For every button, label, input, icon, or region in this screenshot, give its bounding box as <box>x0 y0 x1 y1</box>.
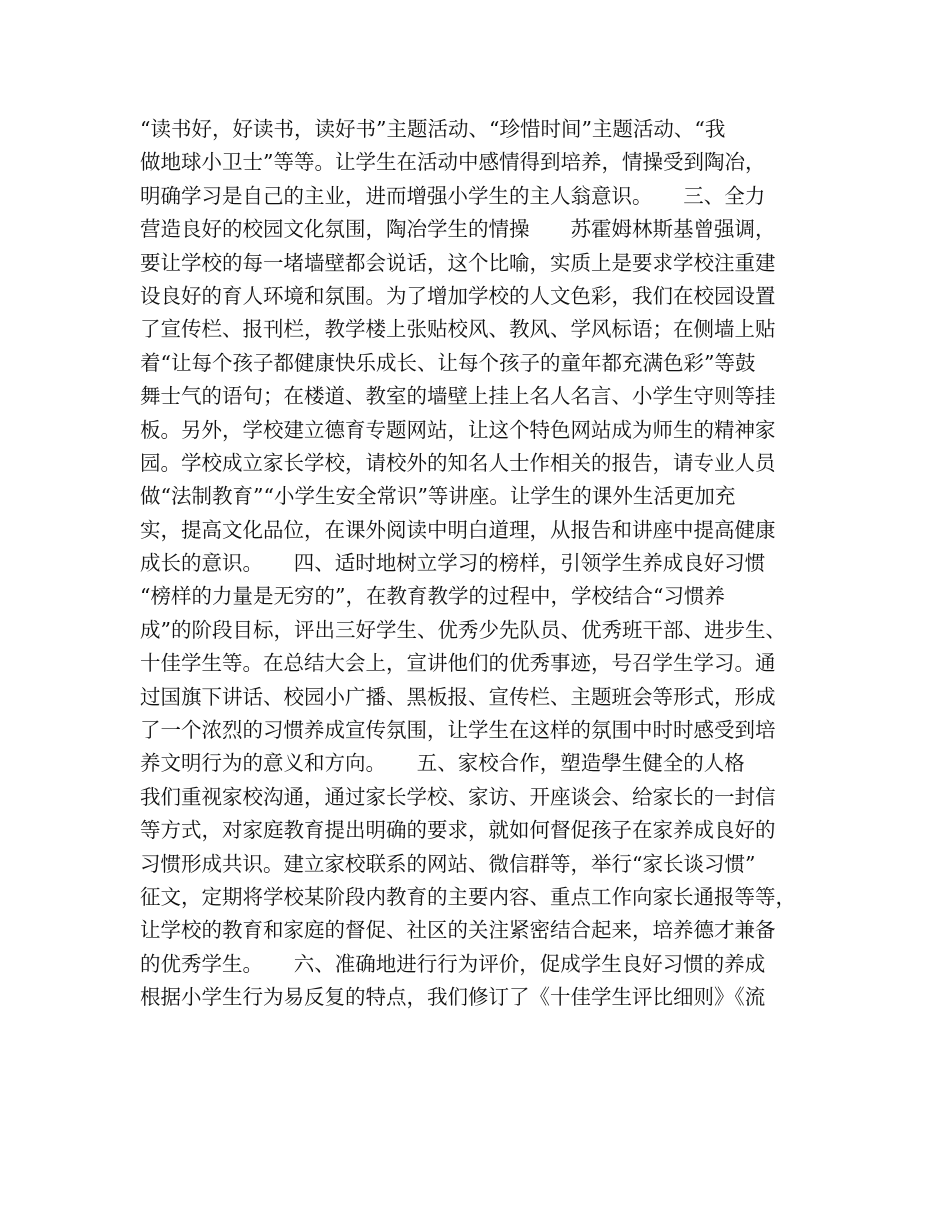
text-line: 做“法制教育”“小学生安全常识”等讲座。让学生的课外生活更加充 <box>140 484 736 509</box>
text-line: 等方式，对家庭教育提出明确的要求，就如何督促孩子在家养成良好的 <box>140 818 776 843</box>
text-line: 让学校的教育和家庭的督促、社区的关注紧密结合起来，培养德才兼备 <box>140 918 776 943</box>
text-line: 成”的阶段目标，评出三好学生、优秀少先队员、优秀班干部、进步生、 <box>140 617 786 642</box>
text-line: 过国旗下讲话、校园小广播、黑板报、宣传栏、主题班会等形式，形成 <box>140 684 776 709</box>
text-line: 着“让每个孩子都健康快乐成长、让每个孩子的童年都充满色彩”等鼓 <box>140 350 756 375</box>
text-line: “读书好，好读书，读好书”主题活动、“珍惜时间”主题活动、“我 <box>140 117 726 141</box>
text-line: 十佳学生等。在总结大会上，宣讲他们的优秀事迹，号召学生学习。通 <box>140 651 776 676</box>
text-line: 园。学校成立家长学校，请校外的知名人士作相关的报告，请专业人员 <box>140 450 776 475</box>
body-text <box>140 113 840 1015</box>
text-line: 做地球小卫士”等等。让学生在活动中感情得到培养，情操受到陶冶， <box>140 150 766 175</box>
text-line: 了宣传栏、报刊栏，教学楼上张贴校风、教风、学风标语；在侧墙上贴 <box>140 317 776 342</box>
text-line: 了一个浓烈的习惯养成宣传氛围，让学生在这样的氛围中时时感受到培 <box>140 718 776 743</box>
text-line: 养文明行为的意义和方向。 五、家校合作，塑造學生健全的人格 <box>140 751 745 776</box>
text-line: 明确学习是自己的主业，进而增强小学生的主人翁意识。 三、全力 <box>140 183 766 208</box>
text-line: 设良好的育人环境和氛围。为了增加学校的人文色彩，我们在校园设置 <box>140 283 776 308</box>
text-line: 的优秀学生。 六、准确地进行行为评价，促成学生良好习惯的养成 <box>140 951 766 976</box>
text-line: 习惯形成共识。建立家校联系的网站、微信群等，举行“家长谈习惯” <box>140 851 756 876</box>
text-line: “榜样的力量是无穷的”，在教育教学的过程中，学校结合“习惯养 <box>140 584 725 609</box>
text-line: 实，提高文化品位，在课外阅读中明白道理，从报告和讲座中提高健康 <box>140 517 776 542</box>
text-line: 我们重视家校沟通，通过家长学校、家访、开座谈会、给家长的一封信 <box>140 784 776 809</box>
text-line: 成长的意识。 四、适时地树立学习的榜样，引领学生养成良好习惯 <box>140 551 766 576</box>
text-line: 板。另外，学校建立德育专题网站，让这个特色网站成为师生的精神家 <box>140 417 776 442</box>
text-line: 征文，定期将学校某阶段内教育的主要内容、重点工作向家长通报等等， <box>140 884 796 909</box>
text-line: 要让学校的每一堵墙壁都会说话，这个比喻，实质上是要求学校注重建 <box>140 250 776 275</box>
text-line: 营造良好的校园文化氛围，陶冶学生的情操 苏霍姆林斯基曾强调， <box>140 217 776 242</box>
text-line: 根据小学生行为易反复的特点，我们修订了《十佳学生评比细则》《流 <box>140 985 766 1010</box>
text-line: 舞士气的语句；在楼道、教室的墙壁上挂上名人名言、小学生守则等挂 <box>140 384 776 409</box>
